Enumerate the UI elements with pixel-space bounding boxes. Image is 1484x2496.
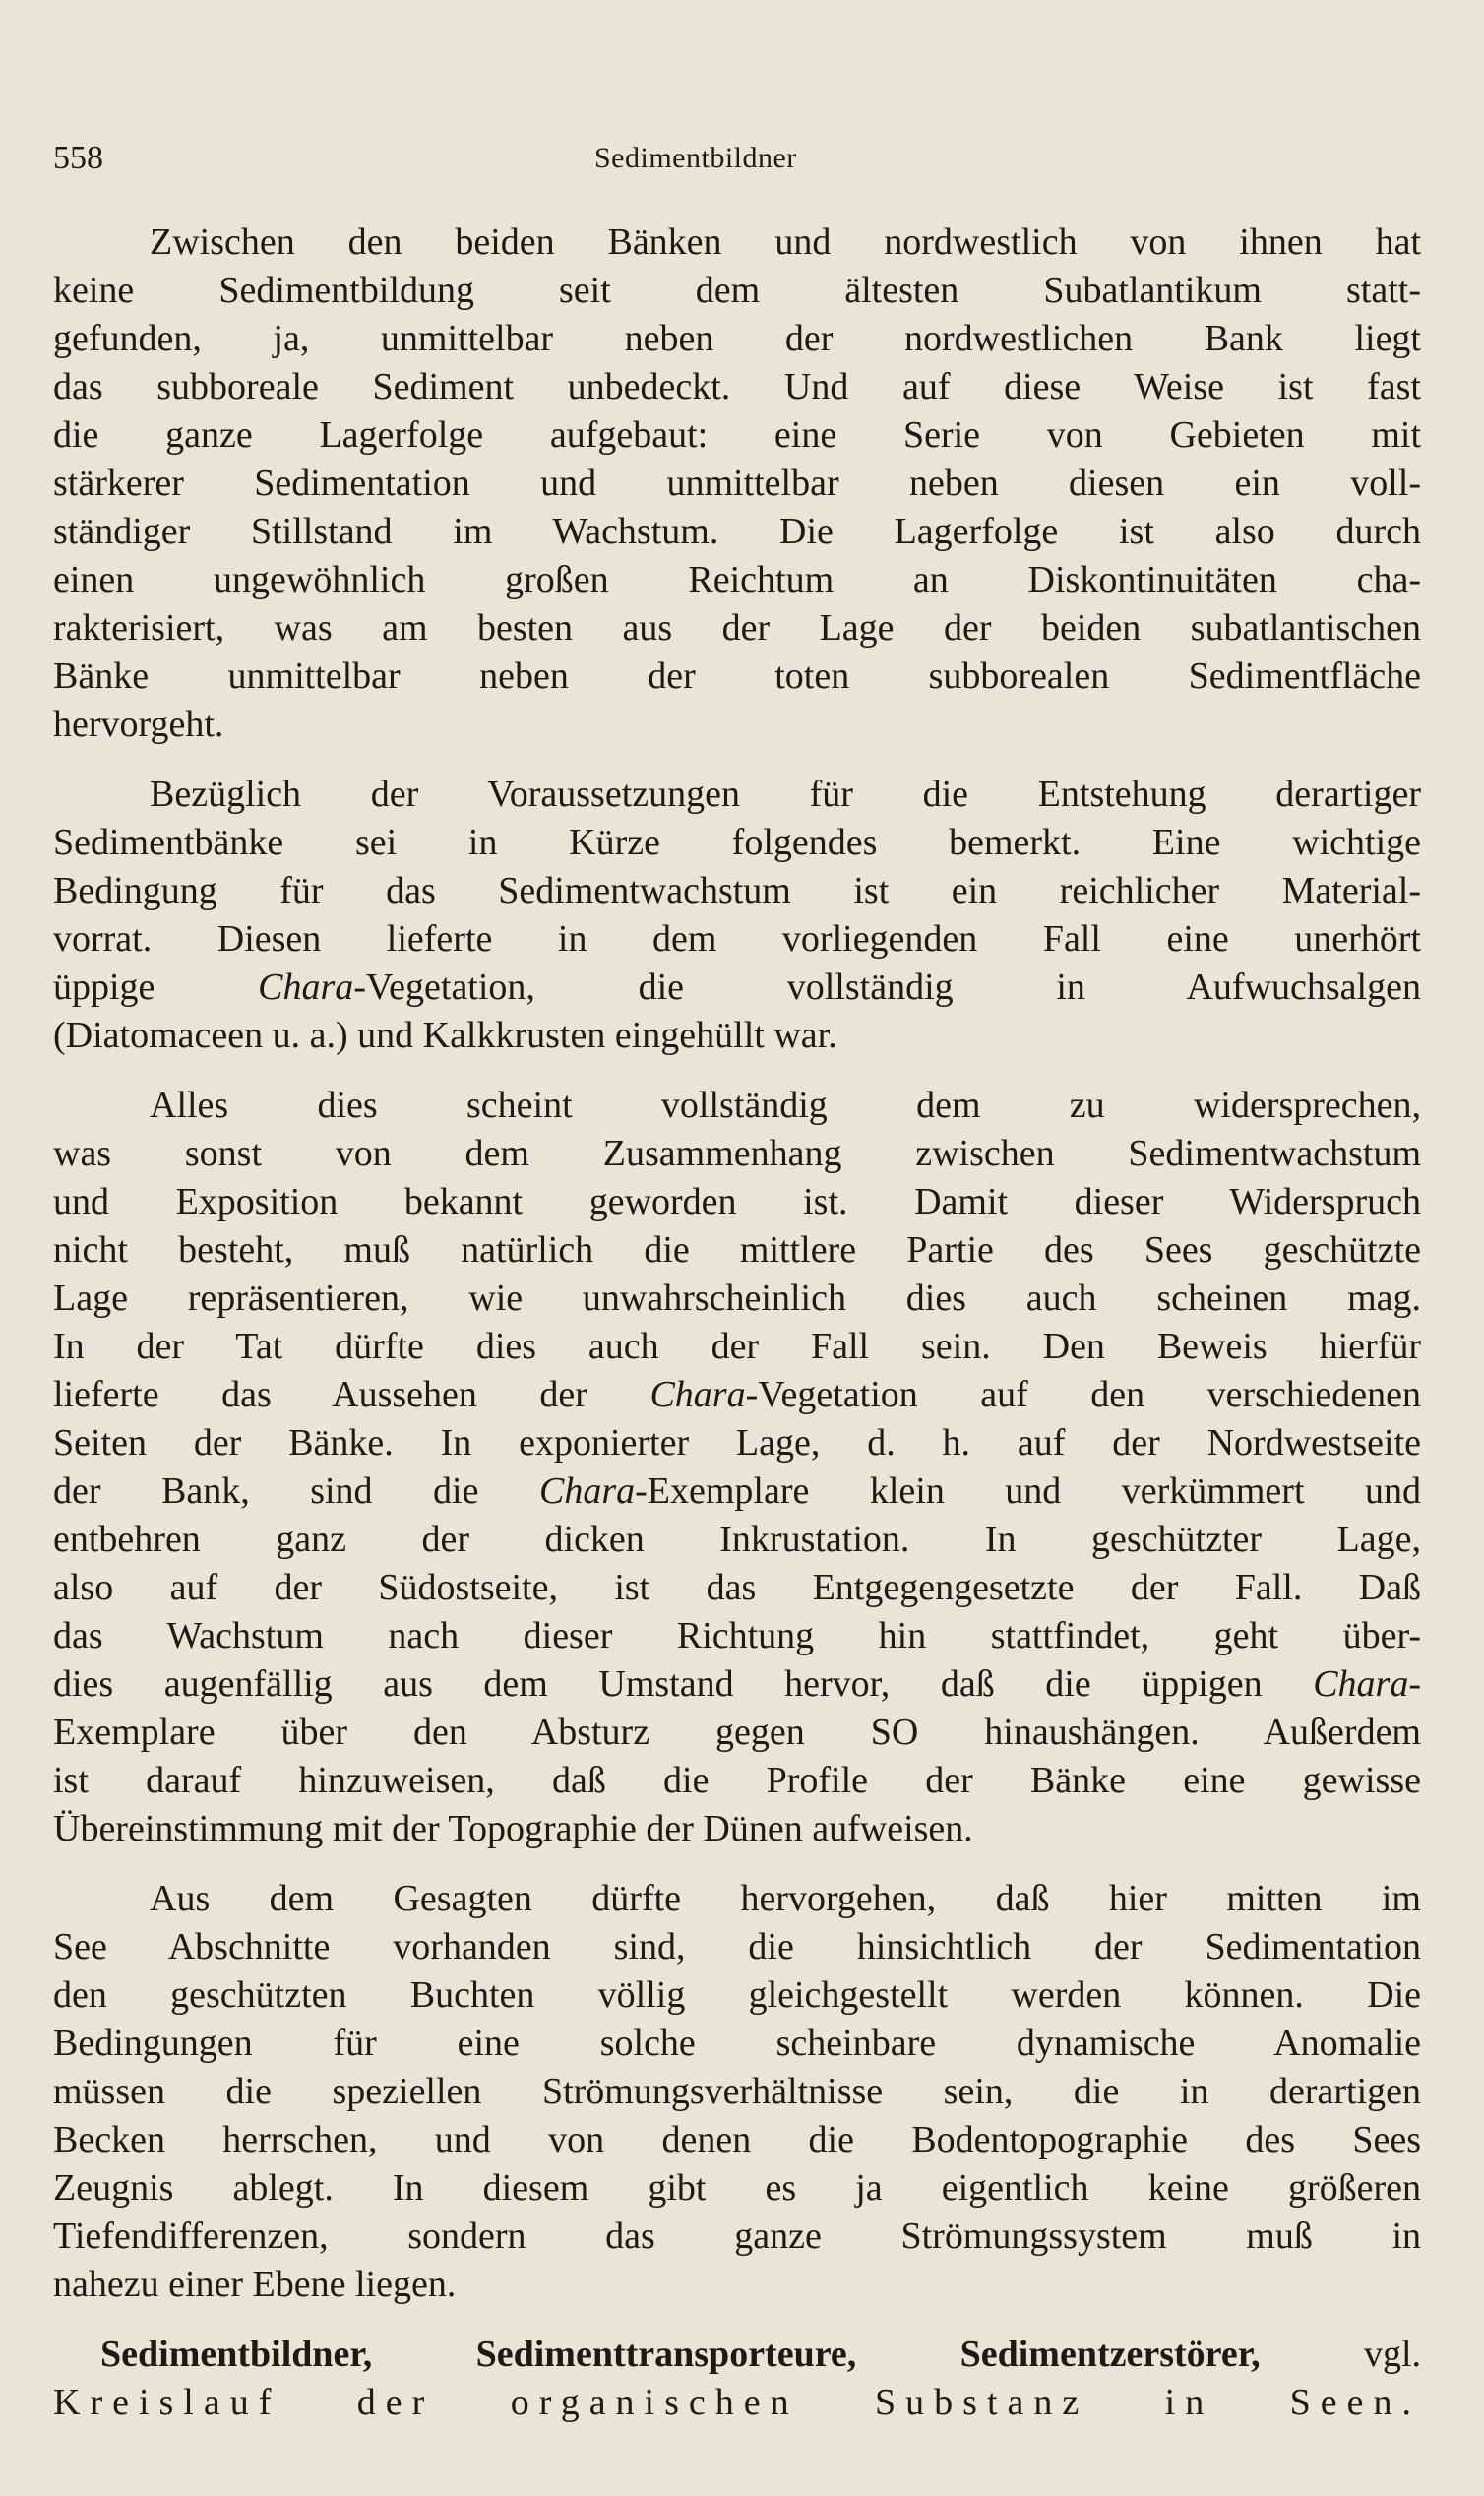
line-text-after-italic: -Exemplare klein und verkümmert und: [635, 1470, 1421, 1512]
text-line: [53, 1371, 1421, 1419]
text-line: Seiten der Bänke. In exponierter Lage, d. h. auf der Nordwestseite: [53, 1422, 1421, 1464]
text-line: nahezu einer Ebene liegen.: [53, 2264, 457, 2305]
text-line: nicht besteht, muß natürlich die mittlere Partie des Sees geschützte: [53, 1229, 1421, 1271]
text-line: Zwischen den beiden Bänken und nordwestlich von ihnen hat: [150, 221, 1421, 263]
text-line: vorrat. Diesen lieferte in dem vorliegenden Fall eine unerhört: [53, 918, 1421, 960]
text-line: Zeugnis ablegt. In diesem gibt es ja eigentlich keine größeren: [53, 2167, 1421, 2209]
text-line: müssen die speziellen Strömungsverhältnisse sein, die in derartigen: [53, 2071, 1421, 2112]
text-line: also auf der Südostseite, ist das Entgegengesetzte der Fall. Daß: [53, 1567, 1421, 1608]
text-line: Bedingung für das Sedimentwachstum ist ein reichlicher Material-: [53, 870, 1421, 911]
italic-genus-name: Chara: [538, 1470, 636, 1512]
page-number: 558: [53, 140, 103, 176]
line-text-after-italic: -: [1408, 1663, 1421, 1705]
text-line: Tiefendifferenzen, sondern das ganze Strömungssystem muß in: [53, 2215, 1421, 2257]
italic-genus-name: Chara: [258, 967, 354, 1008]
paragraph-3: [53, 1082, 1421, 1853]
body-text: [53, 218, 1421, 2427]
text-line: Bedingungen für eine solche scheinbare dynamische Anomalie: [53, 2023, 1421, 2064]
line-text-after-italic: -Vegetation, die vollständig in Aufwuchsalgen: [353, 967, 1421, 1008]
text-line: In der Tat dürfte dies auch der Fall sein. Den Beweis hierfür: [53, 1326, 1421, 1367]
text-line: ist darauf hinzuweisen, daß die Profile der Bänke eine gewisse: [53, 1760, 1421, 1801]
text-line: was sonst von dem Zusammenhang zwischen Sedimentwachstum: [53, 1133, 1421, 1174]
text-line: Bänke unmittelbar neben der toten subborealen Sedimentfläche: [53, 655, 1421, 697]
text-line: entbehren ganz der dicken Inkrustation. In geschützter Lage,: [53, 1519, 1421, 1560]
paragraph-2: [53, 771, 1421, 1060]
line-text-before-italic: üppige: [53, 967, 259, 1008]
entry-bold-terms: Sedimentbildner, Sedimenttransporteure, Sedimentzerstörer,: [100, 2334, 1261, 2375]
text-line: Übereinstimmung mit der Topographie der Dünen aufweisen.: [53, 1808, 973, 1849]
text-line: das Wachstum nach dieser Richtung hin stattfindet, geht über-: [53, 1615, 1421, 1656]
text-line: das subboreale Sediment unbedeckt. Und auf diese Weise ist fast: [53, 366, 1421, 407]
text-line: stärkerer Sedimentation und unmittelbar neben diesen ein voll-: [53, 463, 1421, 504]
line-text-before-italic: lieferte das Aussehen der: [53, 1374, 650, 1415]
text-line: Becken herrschen, und von denen die Bodentopographie des Sees: [53, 2119, 1421, 2160]
text-line: hervorgeht.: [53, 704, 224, 745]
text-line: den geschützten Buchten völlig gleichgestellt werden können. Die: [53, 1974, 1421, 2016]
cross-reference-entry: [53, 2331, 1421, 2427]
text-line: Lage repräsentieren, wie unwahrscheinlich dies auch scheinen mag.: [53, 1278, 1421, 1319]
entry-terms-line: [53, 2331, 1421, 2379]
text-line: [53, 1467, 1421, 1516]
text-line: die ganze Lagerfolge aufgebaut: eine Serie von Gebieten mit: [53, 414, 1421, 456]
text-line: Exemplare über den Absturz gegen SO hinaushängen. Außerdem: [53, 1712, 1421, 1753]
italic-genus-name: Chara: [649, 1374, 746, 1415]
text-line: Sedimentbänke sei in Kürze folgendes bemerkt. Eine wichtige: [53, 822, 1421, 863]
entry-reference-line: Kreislauf der organischen Substanz in Seen.: [53, 2382, 1421, 2423]
text-line: rakterisiert, was am besten aus der Lage der beiden subatlantischen: [53, 607, 1421, 649]
text-line: Aus dem Gesagten dürfte hervorgehen, daß hier mitten im: [150, 1878, 1421, 1919]
text-line: und Exposition bekannt geworden ist. Damit dieser Widerspruch: [53, 1181, 1421, 1222]
text-line: keine Sedimentbildung seit dem ältesten Subatlantikum statt-: [53, 270, 1421, 311]
page-header: [53, 134, 1431, 183]
text-line: ständiger Stillstand im Wachstum. Die Lagerfolge ist also durch: [53, 511, 1421, 552]
line-text-after-italic: -Vegetation auf den verschiedenen: [745, 1374, 1421, 1415]
italic-genus-name: Chara: [1313, 1663, 1409, 1705]
text-line: See Abschnitte vorhanden sind, die hinsichtlich der Sedimentation: [53, 1926, 1421, 1967]
line-text-before-italic: dies augenfällig aus dem Umstand hervor, daß die üppigen: [53, 1663, 1314, 1705]
see-also-label: vgl.: [1363, 2334, 1421, 2375]
text-line: [53, 964, 1421, 1012]
text-line: (Diatomaceen u. a.) und Kalkkrusten eingehüllt war.: [53, 1015, 837, 1056]
line-text-before-italic: der Bank, sind die: [53, 1470, 539, 1512]
paragraph-4: [53, 1875, 1421, 2309]
paragraph-1: [53, 218, 1421, 749]
text-line: Bezüglich der Voraussetzungen für die Entstehung derartiger: [150, 774, 1421, 815]
text-line: Alles dies scheint vollständig dem zu widersprechen,: [150, 1085, 1421, 1126]
text-line: einen ungewöhnlich großen Reichtum an Diskontinuitäten cha-: [53, 559, 1421, 600]
text-line: gefunden, ja, unmittelbar neben der nordwestlichen Bank liegt: [53, 318, 1421, 359]
text-line: [53, 1660, 1421, 1709]
running-head: Sedimentbildner: [594, 142, 797, 174]
